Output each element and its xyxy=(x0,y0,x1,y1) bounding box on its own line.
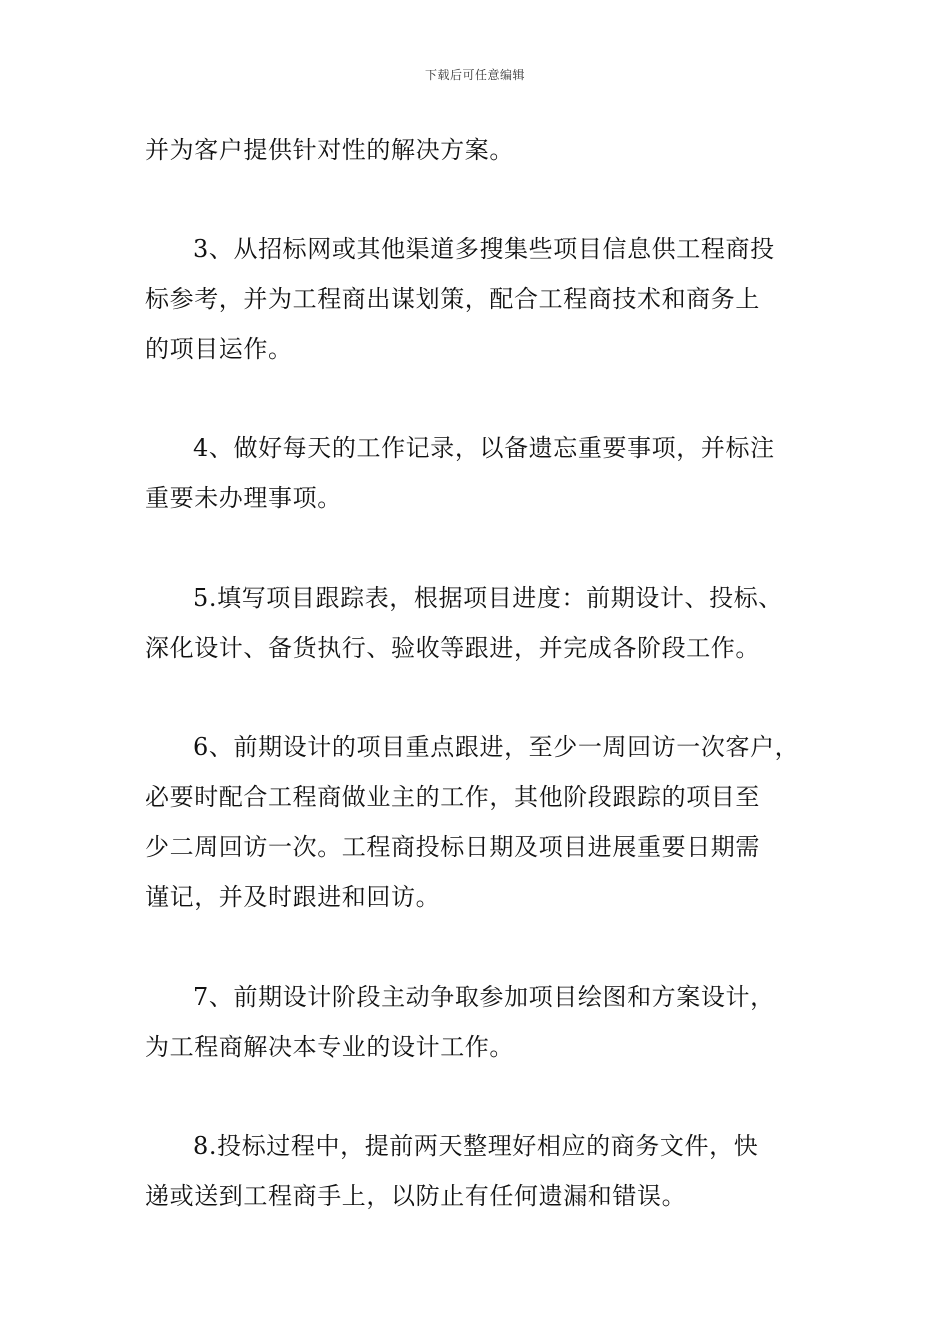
paragraph-line: 并为客户提供针对性的解决方案。 xyxy=(145,136,514,164)
paragraph-line: 少二周回访一次。工程商投标日期及项目进展重要日期需 xyxy=(145,833,760,861)
paragraph-line: 重要未办理事项。 xyxy=(145,484,342,512)
paragraph-line: 8.投标过程中，提前两天整理好相应的商务文件，快 xyxy=(193,1132,759,1160)
paragraph-line: 递或送到工程商手上，以防止有任何遗漏和错误。 xyxy=(145,1182,687,1210)
paragraph-line: 谨记，并及时跟进和回访。 xyxy=(145,883,441,911)
paragraph-line: 必要时配合工程商做业主的工作，其他阶段跟踪的项目至 xyxy=(145,783,760,811)
paragraph-line: 5.填写项目跟踪表，根据项目进度：前期设计、投标、 xyxy=(193,584,783,612)
page-header-note: 下载后可任意编辑 xyxy=(424,68,525,82)
paragraph-line: 6、前期设计的项目重点跟进，至少一周回访一次客户， xyxy=(193,733,800,761)
paragraph-line: 标参考，并为工程商出谋划策，配合工程商技术和商务上 xyxy=(145,285,760,313)
paragraph-line: 为工程商解决本专业的设计工作。 xyxy=(145,1033,514,1061)
paragraph-line: 4、做好每天的工作记录，以备遗忘重要事项，并标注 xyxy=(193,434,775,462)
paragraph-line: 7、前期设计阶段主动争取参加项目绘图和方案设计， xyxy=(193,983,775,1011)
paragraph-line: 的项目运作。 xyxy=(145,335,293,363)
paragraph-line: 3、从招标网或其他渠道多搜集些项目信息供工程商投 xyxy=(193,235,775,263)
paragraph-line: 深化设计、备货执行、验收等跟进，并完成各阶段工作。 xyxy=(145,634,760,662)
